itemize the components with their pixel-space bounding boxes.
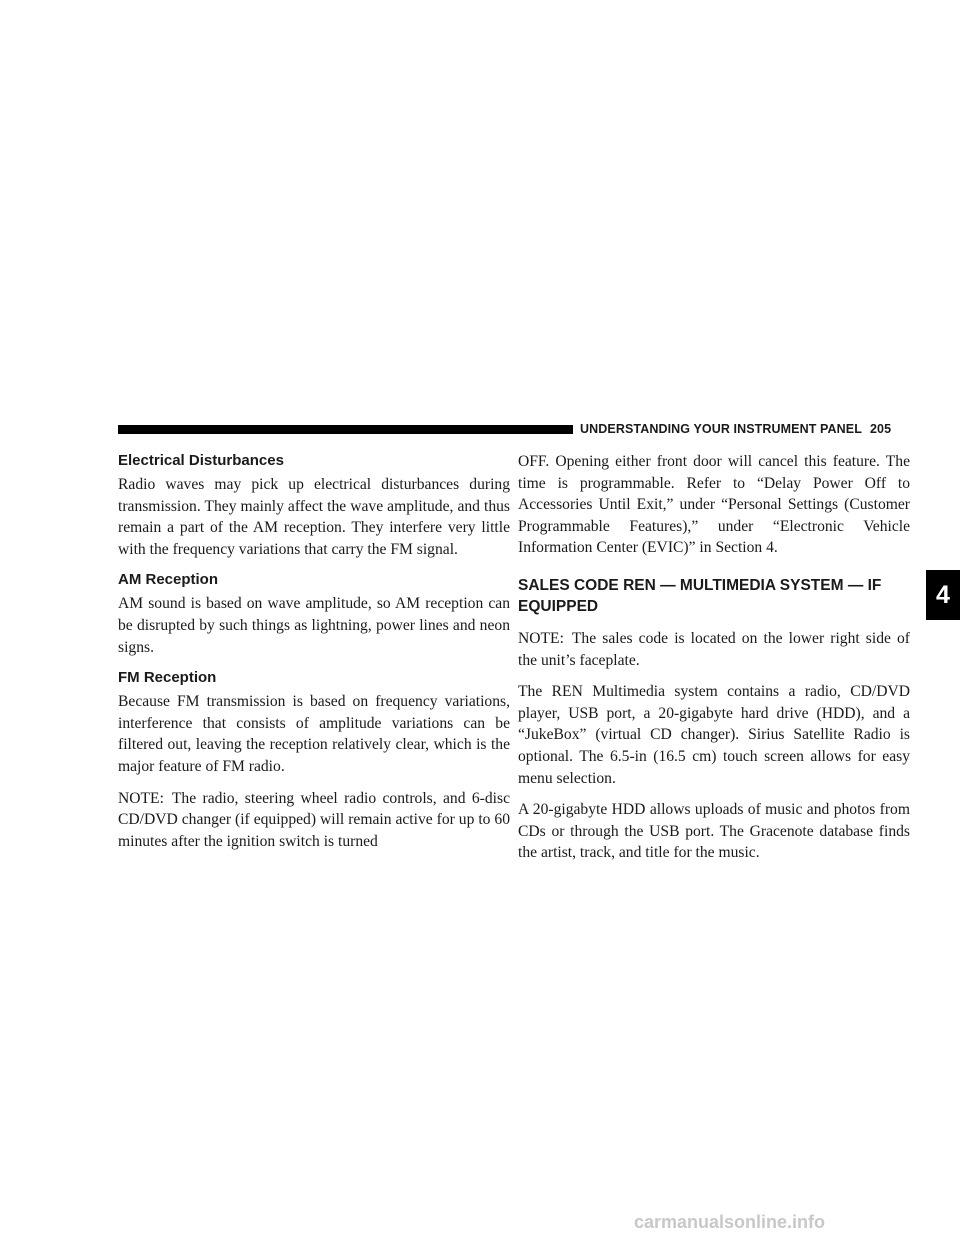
paragraph-am-reception: AM sound is based on wave amplitude, so AM reception can be disrupted by such things as lightning, power lines and neon signs.	[118, 595, 510, 656]
watermark: carmanualsonline.info	[634, 1212, 826, 1232]
paragraph-hdd: A 20-gigabyte HDD allows uploads of music and photos from CDs or through the USB port. The Gracenote database finds the artist, track, and title for the music.	[518, 801, 910, 862]
note-sales-code	[518, 628, 910, 671]
section-heading-sales-code-ren: SALES CODE REN — MULTIMEDIA SYSTEM — IF EQUIPPED	[518, 576, 882, 615]
paragraph-fm-reception: Because FM transmission is based on frequency variations, interference that consists of amplitude variations can be filtered out, leaving the reception relatively clear, which is the major feature of FM radio.	[118, 693, 510, 775]
paragraph-electrical-disturbances: Radio waves may pick up electrical disturbances during transmission. They mainly affect the wave amplitude, and thus remain a part of the AM reception. They interfere very little with the frequency variations that carry the FM signal.	[118, 476, 510, 558]
right-column	[518, 451, 910, 874]
heading-fm-reception: FM Reception	[118, 669, 217, 687]
note-text: The radio, steering wheel radio controls, and 6-disc CD/DVD changer (if equipped) will remain active for up to 60 minutes after the ignition switch is turned	[118, 789, 510, 850]
running-head-title: UNDERSTANDING YOUR INSTRUMENT PANEL	[580, 422, 862, 436]
note-radio-active	[118, 788, 510, 853]
note-text: The sales code is located on the lower right side of the unit’s faceplate.	[518, 629, 910, 669]
note-label: NOTE:	[118, 789, 164, 807]
chapter-tab: 4	[926, 570, 960, 620]
heading-am-reception: AM Reception	[118, 571, 219, 589]
paragraph-continuation: OFF. Opening either front door will cancel this feature. The time is programmable. Refer to “Delay Power Off to Accessories Until Exit,” under “Personal Settings (Customer Programmable Features),” under “Electronic Vehicle Information Center (EVIC)” in Section 4.	[518, 453, 910, 557]
note-label: NOTE:	[518, 629, 564, 647]
paragraph-ren-system: The REN Multimedia system contains a radio, CD/DVD player, USB port, a 20-gigabyte hard drive (HDD), and a “JukeBox” (virtual CD changer). Sirius Satellite Radio is optional. The 6.5-in (16.5 cm) touch screen allows for easy menu selection.	[518, 683, 910, 787]
page-number: 205	[869, 422, 892, 436]
heading-electrical-disturbances: Electrical Disturbances	[118, 452, 284, 469]
header-rule	[118, 425, 573, 434]
left-column	[118, 451, 510, 862]
running-head	[580, 422, 891, 436]
